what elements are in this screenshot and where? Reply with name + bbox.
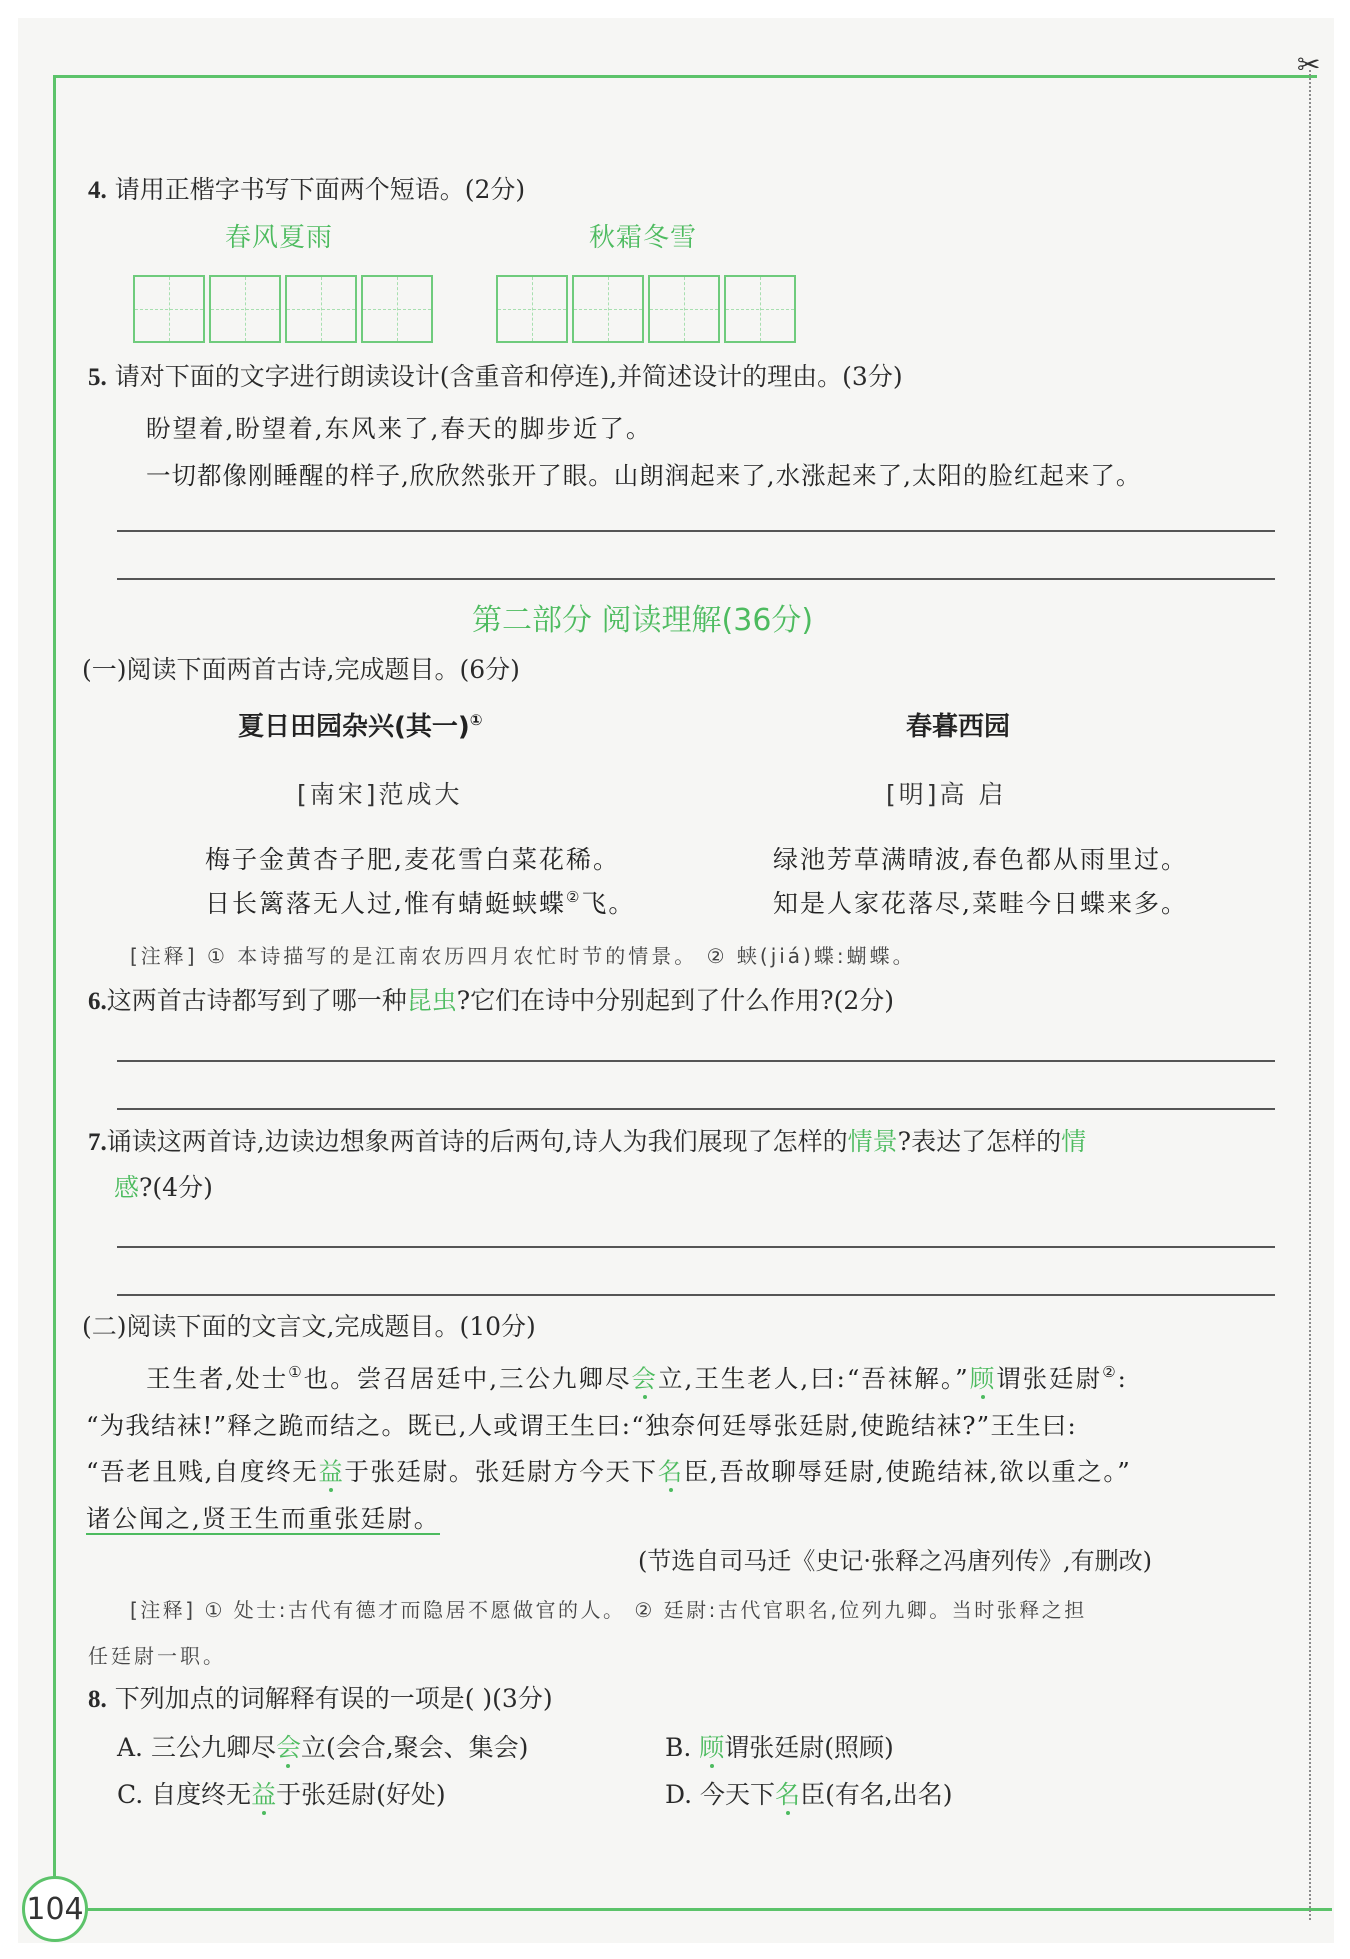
passage-line-4 [86, 1500, 440, 1535]
part-1-heading: (一)阅读下面两首古诗,完成题目。(6分) [82, 655, 520, 684]
passage-line-1 [146, 1360, 1128, 1395]
passage-text: : [1117, 1364, 1128, 1393]
footnote-mark: ① [288, 1363, 304, 1381]
reading-line-2: 一切都像刚睡醒的样子,欣欣然张开了眼。山朗润起来了,水涨起来了,太阳的脸红起来了。 [146, 461, 1142, 490]
underlined-sentence: 诸公闻之,贤王生而重张廷尉。 [86, 1504, 441, 1533]
answer-line[interactable] [117, 578, 1275, 580]
phrase-1: 春风夏雨 [225, 223, 334, 253]
reading-line-1: 盼望着,盼望着,东风来了,春天的脚步近了。 [146, 414, 653, 443]
option-text: 谓张廷尉(照顾) [724, 1733, 894, 1762]
question-text: ?它们在诗中分别起到了什么作用?(2分) [456, 986, 895, 1015]
poem-1-line-1: 梅子金黄杏子肥,麦花雪白菜花稀。 [205, 845, 620, 874]
dotted-word: 顾 [699, 1733, 725, 1762]
answer-line[interactable] [117, 1246, 1275, 1248]
highlight-word: 情 [1061, 1127, 1087, 1156]
highlight-word: 感 [114, 1173, 140, 1202]
question-number: 6. [88, 988, 107, 1015]
writing-grid-cell[interactable] [285, 275, 357, 343]
poem-2-line-2: 知是人家花落尽,菜畦今日蝶来多。 [773, 889, 1188, 918]
passage-text: 臣,吾故聊辱廷尉,使跪结袜,欲以重之。” [683, 1457, 1132, 1486]
passage-text: 王生者,处士 [146, 1364, 289, 1393]
option-text: A. 三公九卿尽 [117, 1733, 276, 1762]
poem-notes: [注释] ① 本诗描写的是江南农历四月农忙时节的情景。 ② 蛱(jiá)蝶:蝴蝶。 [130, 944, 916, 968]
question-text: 请用正楷字书写下面两个短语。(2分) [114, 175, 526, 204]
question-text: ?(4分) [139, 1173, 213, 1202]
option-text: 于张廷尉(好处) [276, 1780, 446, 1809]
option-b[interactable] [665, 1733, 894, 1763]
dotted-word: 名 [657, 1457, 684, 1486]
writing-grid-cell[interactable] [724, 275, 796, 343]
dotted-word: 益 [318, 1457, 345, 1486]
passage-text: 于张廷尉。张廷尉方今天下 [344, 1457, 658, 1486]
poem-2-author: [明]高 启 [886, 780, 1007, 809]
option-text: 臣(有名,出名) [800, 1780, 953, 1809]
passage-line-3 [86, 1453, 1131, 1488]
footnote-mark: ② [1102, 1363, 1118, 1381]
question-number: 4. [88, 177, 107, 204]
question-4 [88, 175, 525, 206]
writing-grid-cell[interactable] [572, 275, 644, 343]
footnote-mark: ② [565, 888, 582, 906]
highlight-word: 昆虫 [406, 986, 457, 1015]
section-title: 第二部分 阅读理解(36分) [472, 603, 814, 638]
answer-line[interactable] [117, 1060, 1275, 1062]
question-7-cont [114, 1173, 213, 1203]
writing-grid-cell[interactable] [133, 275, 205, 343]
question-number: 5. [88, 364, 107, 391]
frame-bottom-border [82, 1908, 1332, 1911]
passage-line-2: “为我结袜!”释之跪而结之。既已,人或谓王生曰:“独奈何廷辱张廷尉,使跪结袜?”王生曰: [86, 1411, 1077, 1440]
scissors-icon: ✂ [1297, 48, 1321, 81]
question-text: 下列加点的词解释有误的一项是( )(3分) [114, 1684, 553, 1713]
passage-text: 也。尝召居廷中,三公九卿尽 [303, 1364, 632, 1393]
poem-text: 日长篱落无人过,惟有蜻蜓蛱蝶 [205, 889, 566, 918]
passage-note-1: [注释] ① 处士:古代有德才而隐居不愿做官的人。 ② 廷尉:古代官职名,位列九卿。当时张释之担 [130, 1598, 1087, 1622]
poem-1-title [238, 706, 482, 743]
question-7 [88, 1127, 1086, 1158]
option-a[interactable] [117, 1733, 528, 1763]
poem-text: 飞。 [581, 889, 636, 918]
question-text: ?表达了怎样的 [897, 1127, 1062, 1156]
option-text: D. 今天下 [665, 1780, 776, 1809]
passage-text: “吾老且贱,自度终无 [86, 1457, 319, 1486]
writing-grid-cell[interactable] [496, 275, 568, 343]
dotted-word: 会 [275, 1733, 301, 1762]
dotted-word: 名 [775, 1780, 801, 1809]
cut-line [1309, 70, 1311, 1920]
question-5 [88, 362, 903, 393]
answer-line[interactable] [117, 530, 1275, 532]
question-text: 诵读这两首诗,边读边想象两首诗的后两句,诗人为我们展现了怎样的 [106, 1127, 848, 1156]
poem-2-title: 春暮西园 [906, 712, 1011, 742]
question-number: 8. [88, 1686, 107, 1713]
passage-note-2: 任廷尉一职。 [88, 1644, 226, 1668]
question-text: 请对下面的文字进行朗读设计(含重音和停连),并简述设计的理由。(3分) [114, 362, 903, 391]
passage-text: 谓张廷尉 [996, 1364, 1103, 1393]
poem-1-line-2 [205, 884, 635, 920]
dotted-word: 益 [251, 1780, 277, 1809]
option-d[interactable] [665, 1780, 953, 1810]
writing-grid-cell[interactable] [209, 275, 281, 343]
footnote-mark: ① [469, 711, 483, 729]
answer-line[interactable] [117, 1294, 1275, 1296]
option-text: C. 自度终无 [117, 1780, 252, 1809]
poem-2-line-1: 绿池芳草满晴波,春色都从雨里过。 [773, 845, 1188, 874]
part-2-heading: (二)阅读下面的文言文,完成题目。(10分) [82, 1312, 536, 1341]
page-number: 104 [22, 1876, 88, 1942]
question-text: 这两首古诗都写到了哪一种 [106, 986, 407, 1015]
highlight-word: 情景 [847, 1127, 898, 1156]
option-text: 立(会合,聚会、集会) [300, 1733, 529, 1762]
option-c[interactable] [117, 1780, 446, 1810]
phrase-2: 秋霜冬雪 [589, 223, 698, 253]
poem-title-text: 夏日田园杂兴(其一) [238, 712, 470, 742]
dotted-word: 会 [631, 1364, 659, 1393]
passage-text: 立,王生老人,曰:“吾袜解。” [658, 1364, 970, 1393]
poem-1-author: [南宋]范成大 [297, 780, 463, 809]
option-text: B. [665, 1733, 700, 1762]
frame-left-border [53, 75, 56, 1890]
dotted-word: 顾 [969, 1364, 997, 1393]
answer-line[interactable] [117, 1108, 1275, 1110]
frame-top-border [55, 75, 1317, 78]
question-number: 7. [88, 1129, 107, 1156]
writing-grid-cell[interactable] [648, 275, 720, 343]
writing-grid-cell[interactable] [361, 275, 433, 343]
passage-source: (节选自司马迁《史记·张释之冯唐列传》,有删改) [638, 1547, 1152, 1575]
question-8 [88, 1684, 553, 1715]
question-6 [88, 986, 894, 1017]
